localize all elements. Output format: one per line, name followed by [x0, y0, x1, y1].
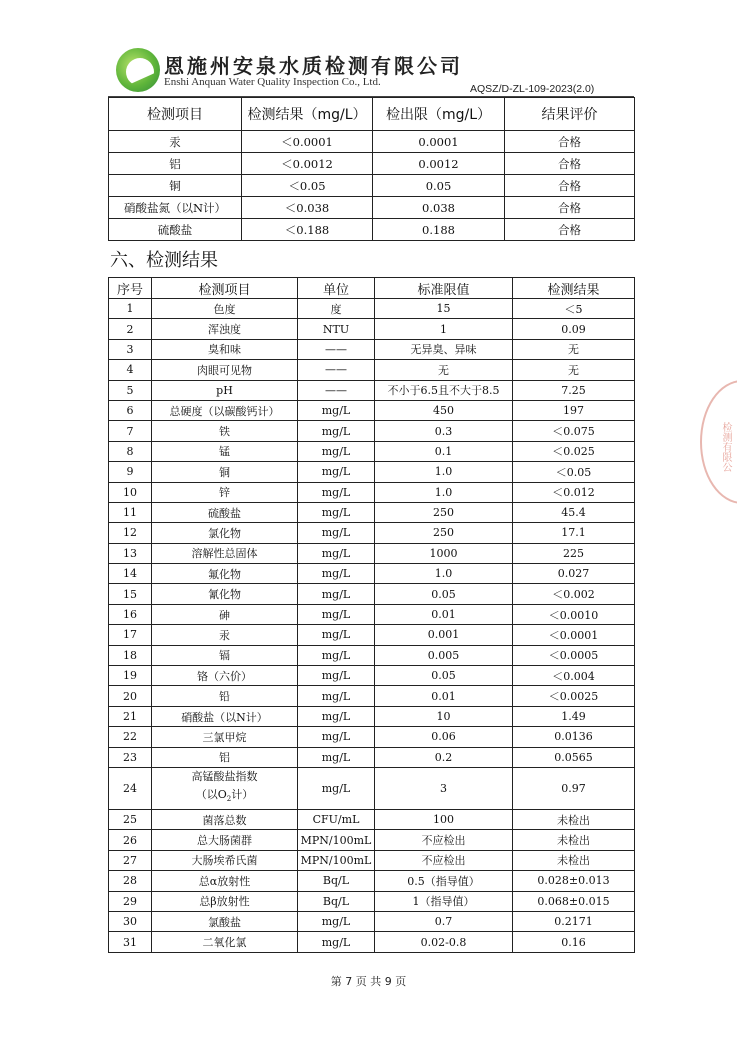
table-cell: mg/L: [298, 523, 375, 543]
table-cell: 20: [109, 686, 152, 706]
table-row: [109, 706, 635, 726]
table-cell: 225: [513, 543, 635, 563]
table-cell: CFU/mL: [298, 809, 375, 829]
table-cell: 18: [109, 645, 152, 665]
table-cell: 16: [109, 604, 152, 624]
table-row: [109, 932, 635, 952]
table-cell: 0.038: [373, 197, 505, 219]
col-header: 检测项目: [109, 98, 242, 131]
table-cell: 0.7: [375, 911, 513, 931]
table-cell: 13: [109, 543, 152, 563]
item-name-line1: 高锰酸盐指数: [191, 770, 258, 784]
table-cell: 0.0001: [373, 131, 505, 153]
table-cell: 未检出: [513, 830, 635, 850]
table-cell: 15: [109, 584, 152, 604]
col-header: 检测项目: [152, 278, 298, 299]
table-cell: 0.05: [375, 666, 513, 686]
table-cell: mg/L: [298, 625, 375, 645]
table-cell: 197: [513, 400, 635, 420]
table-cell: 6: [109, 400, 152, 420]
stamp-text: 检测有限公: [720, 422, 731, 472]
table-cell: 二氧化氯: [152, 932, 298, 952]
table-row: [109, 686, 635, 706]
table-cell: mg/L: [298, 706, 375, 726]
table-cell: 0.005: [375, 645, 513, 665]
table-cell: 8: [109, 441, 152, 461]
table-cell: ＜0.038: [242, 197, 373, 219]
table-cell: mg/L: [298, 441, 375, 461]
table-cell: 10: [375, 706, 513, 726]
table-cell: 0.2171: [513, 911, 635, 931]
table-cell: 色度: [152, 299, 298, 319]
table-cell: 总β放射性: [152, 891, 298, 911]
table-cell: 0.97: [513, 767, 635, 809]
table-cell: 3: [109, 339, 152, 359]
table-cell: 0.09: [513, 319, 635, 339]
col-header: 序号: [109, 278, 152, 299]
table-cell: ＜0.002: [513, 584, 635, 604]
table-row: [109, 564, 635, 584]
table-cell: mg/L: [298, 502, 375, 522]
table-cell: NTU: [298, 319, 375, 339]
col-header: 结果评价: [505, 98, 635, 131]
table-row: [109, 462, 635, 482]
table-cell: pH: [152, 380, 298, 400]
table-cell: 0.02-0.8: [375, 932, 513, 952]
table-cell: 250: [375, 502, 513, 522]
table-cell: mg/L: [298, 584, 375, 604]
table-cell: 450: [375, 400, 513, 420]
table-cell: 1（指导值）: [375, 891, 513, 911]
table-cell: ＜0.0010: [513, 604, 635, 624]
table-cell: mg/L: [298, 543, 375, 563]
table-cell: 氟化物: [152, 564, 298, 584]
table-cell: 铝: [152, 747, 298, 767]
table-cell: 浑浊度: [152, 319, 298, 339]
table-header-row: [109, 278, 635, 299]
test-results-rows: [109, 299, 635, 953]
table-row: [109, 197, 635, 219]
table-cell: 100: [375, 809, 513, 829]
table-cell: ＜0.025: [513, 441, 635, 461]
col-header: 单位: [298, 278, 375, 299]
table-row: [109, 175, 635, 197]
table-row: [109, 339, 635, 359]
table-cell: 1.0: [375, 482, 513, 502]
table-cell: 铜: [109, 175, 242, 197]
table-cell: 1000: [375, 543, 513, 563]
table-cell: 1.0: [375, 462, 513, 482]
table-cell: 0.05: [375, 584, 513, 604]
table-cell: 无: [513, 360, 635, 380]
table-cell: 0.188: [373, 219, 505, 241]
table-cell: ——: [298, 360, 375, 380]
table-row: [109, 666, 635, 686]
table-row: [109, 319, 635, 339]
page-number: 第 7 页 共 9 页: [330, 975, 407, 988]
table-cell: MPN/100mL: [298, 850, 375, 870]
table-cell: mg/L: [298, 462, 375, 482]
table-cell: 17: [109, 625, 152, 645]
table-cell: 25: [109, 809, 152, 829]
company-name-en: Enshi Anquan Water Quality Inspection Co., Ltd.: [164, 76, 381, 88]
table-cell: MPN/100mL: [298, 830, 375, 850]
table-cell: 硫酸盐: [152, 502, 298, 522]
table-cell: mg/L: [298, 911, 375, 931]
table-cell: 铅: [152, 686, 298, 706]
table-row: [109, 131, 635, 153]
table-cell: mg/L: [298, 604, 375, 624]
table-row: [109, 850, 635, 870]
table-row: [109, 727, 635, 747]
table-cell: ＜0.012: [513, 482, 635, 502]
table-cell: mg/L: [298, 747, 375, 767]
table-cell: 1.0: [375, 564, 513, 584]
table-cell: 不小于6.5且不大于8.5: [375, 380, 513, 400]
table-cell: 21: [109, 706, 152, 726]
table-row: [109, 645, 635, 665]
test-results-table: [108, 277, 635, 953]
company-seal-stamp: [700, 380, 737, 504]
table-cell: 未检出: [513, 850, 635, 870]
table-cell: 氰化物: [152, 584, 298, 604]
table-cell: mg/L: [298, 932, 375, 952]
table-cell: mg/L: [298, 686, 375, 706]
table-cell: 合格: [505, 219, 635, 241]
table-cell: mg/L: [298, 727, 375, 747]
table-cell: 0.3: [375, 421, 513, 441]
table-cell: 9: [109, 462, 152, 482]
table-cell: 无: [513, 339, 635, 359]
table-cell: 未检出: [513, 809, 635, 829]
table-row: [109, 625, 635, 645]
table-cell: 无异臭、异味: [375, 339, 513, 359]
col-header: 检测结果: [513, 278, 635, 299]
table-cell: 总硬度（以碳酸钙计）: [152, 400, 298, 420]
table-row: [109, 400, 635, 420]
table-cell: 0.0136: [513, 727, 635, 747]
table-cell: 11: [109, 502, 152, 522]
table-cell: ＜0.05: [513, 462, 635, 482]
col-header: 检测结果（mg/L）: [242, 98, 373, 131]
company-name-cn: 恩施州安泉水质检测有限公司: [164, 54, 463, 78]
col-header: 检出限（mg/L）: [373, 98, 505, 131]
table-cell: 菌落总数: [152, 809, 298, 829]
table-cell: ＜0.0005: [513, 645, 635, 665]
table-cell: 45.4: [513, 502, 635, 522]
table-cell: 铜: [152, 462, 298, 482]
table-cell: mg/L: [298, 645, 375, 665]
table-row: [109, 604, 635, 624]
table-cell: 硝酸盐（以N计）: [152, 706, 298, 726]
table-cell: 4: [109, 360, 152, 380]
table-cell: ＜0.05: [242, 175, 373, 197]
table-cell: 总大肠菌群: [152, 830, 298, 850]
table-cell: 0.16: [513, 932, 635, 952]
table-row: [109, 584, 635, 604]
table-cell: 大肠埃希氏菌: [152, 850, 298, 870]
table-cell: mg/L: [298, 767, 375, 809]
section-title: 六、检测结果: [110, 250, 218, 271]
table-cell: ＜0.0012: [242, 153, 373, 175]
table-cell: 27: [109, 850, 152, 870]
table-cell: 0.0012: [373, 153, 505, 175]
table-cell: 29: [109, 891, 152, 911]
table-cell: ＜0.004: [513, 666, 635, 686]
table-cell: 肉眼可见物: [152, 360, 298, 380]
table-cell: 溶解性总固体: [152, 543, 298, 563]
table-cell: ＜0.0001: [242, 131, 373, 153]
table-cell: 三氯甲烷: [152, 727, 298, 747]
table-cell: 0.068±0.015: [513, 891, 635, 911]
table-cell: 24: [109, 767, 152, 809]
table-cell: 1.49: [513, 706, 635, 726]
col-header: 标准限值: [375, 278, 513, 299]
table-cell: 0.06: [375, 727, 513, 747]
table-cell: 0.0565: [513, 747, 635, 767]
table-cell: 0.027: [513, 564, 635, 584]
table-cell: 铁: [152, 421, 298, 441]
table-cell: 0.028±0.013: [513, 871, 635, 891]
table-cell: 250: [375, 523, 513, 543]
table-cell: Bq/L: [298, 891, 375, 911]
table-cell: 砷: [152, 604, 298, 624]
table-cell: 汞: [109, 131, 242, 153]
table-cell: ＜0.188: [242, 219, 373, 241]
item-name-line2: （以$O_2$计）: [195, 788, 254, 804]
table-cell: 1: [375, 319, 513, 339]
table-cell: ＜0.0001: [513, 625, 635, 645]
table-cell: 17.1: [513, 523, 635, 543]
table-cell: 19: [109, 666, 152, 686]
table-row: [109, 767, 635, 809]
table-row: [109, 523, 635, 543]
table-cell: 0.1: [375, 441, 513, 461]
table-cell: ——: [298, 339, 375, 359]
table-cell: 汞: [152, 625, 298, 645]
table-row: [109, 502, 635, 522]
table-cell: 不应检出: [375, 830, 513, 850]
table-cell: 1: [109, 299, 152, 319]
table-cell: 硫酸盐: [109, 219, 242, 241]
table-cell: 14: [109, 564, 152, 584]
company-logo-icon: [116, 48, 160, 92]
table-cell: 12: [109, 523, 152, 543]
table-row: [109, 482, 635, 502]
table-cell: 0.01: [375, 686, 513, 706]
table-cell: 臭和味: [152, 339, 298, 359]
table-cell: 合格: [505, 197, 635, 219]
table-cell: 31: [109, 932, 152, 952]
table-cell: 氯酸盐: [152, 911, 298, 931]
table-cell: 0.5（指导值）: [375, 871, 513, 891]
table-cell: 7.25: [513, 380, 635, 400]
table-row: [109, 830, 635, 850]
table-cell: 不应检出: [375, 850, 513, 870]
table-cell: mg/L: [298, 482, 375, 502]
table-cell: 0.001: [375, 625, 513, 645]
table-cell: 23: [109, 747, 152, 767]
table-cell: mg/L: [298, 421, 375, 441]
table-cell: ＜0.0025: [513, 686, 635, 706]
table-cell: Bq/L: [298, 871, 375, 891]
table-cell: ＜0.075: [513, 421, 635, 441]
table-cell: 0.01: [375, 604, 513, 624]
table-cell: mg/L: [298, 666, 375, 686]
table-cell: ＜5: [513, 299, 635, 319]
table-row: [109, 380, 635, 400]
table-cell: 硝酸盐氮（以N计）: [109, 197, 242, 219]
detection-limit-rows: [109, 131, 635, 241]
table-cell: 7: [109, 421, 152, 441]
table-cell: 无: [375, 360, 513, 380]
table-cell: 2: [109, 319, 152, 339]
table-cell: 氯化物: [152, 523, 298, 543]
table-cell: 锌: [152, 482, 298, 502]
table-cell: 锰: [152, 441, 298, 461]
table-cell: 合格: [505, 175, 635, 197]
table-cell: 0.2: [375, 747, 513, 767]
table-cell: 合格: [505, 153, 635, 175]
table-row: [109, 891, 635, 911]
table-row: [109, 441, 635, 461]
table-row: [109, 747, 635, 767]
table-row: [109, 421, 635, 441]
table-cell: 总α放射性: [152, 871, 298, 891]
table-header-row: [109, 98, 635, 131]
table-cell: 铝: [109, 153, 242, 175]
table-cell: 5: [109, 380, 152, 400]
table-row: [109, 911, 635, 931]
document-number: AQSZ/D-ZL-109-2023(2.0): [470, 83, 595, 95]
table-cell: 0.05: [373, 175, 505, 197]
table-row: [109, 543, 635, 563]
detection-limit-table: [108, 97, 635, 241]
table-cell: 铬（六价）: [152, 666, 298, 686]
table-cell: 15: [375, 299, 513, 319]
table-cell: 合格: [505, 131, 635, 153]
table-row: [109, 871, 635, 891]
table-cell: 22: [109, 727, 152, 747]
table-row: [109, 809, 635, 829]
table-cell: 26: [109, 830, 152, 850]
table-cell: 30: [109, 911, 152, 931]
table-cell: [152, 767, 298, 809]
table-row: [109, 219, 635, 241]
table-cell: mg/L: [298, 400, 375, 420]
table-cell: 28: [109, 871, 152, 891]
table-row: [109, 153, 635, 175]
table-cell: mg/L: [298, 564, 375, 584]
table-cell: 度: [298, 299, 375, 319]
table-row: [109, 299, 635, 319]
table-cell: ——: [298, 380, 375, 400]
table-cell: 镉: [152, 645, 298, 665]
table-row: [109, 360, 635, 380]
table-cell: 3: [375, 767, 513, 809]
table-cell: 10: [109, 482, 152, 502]
